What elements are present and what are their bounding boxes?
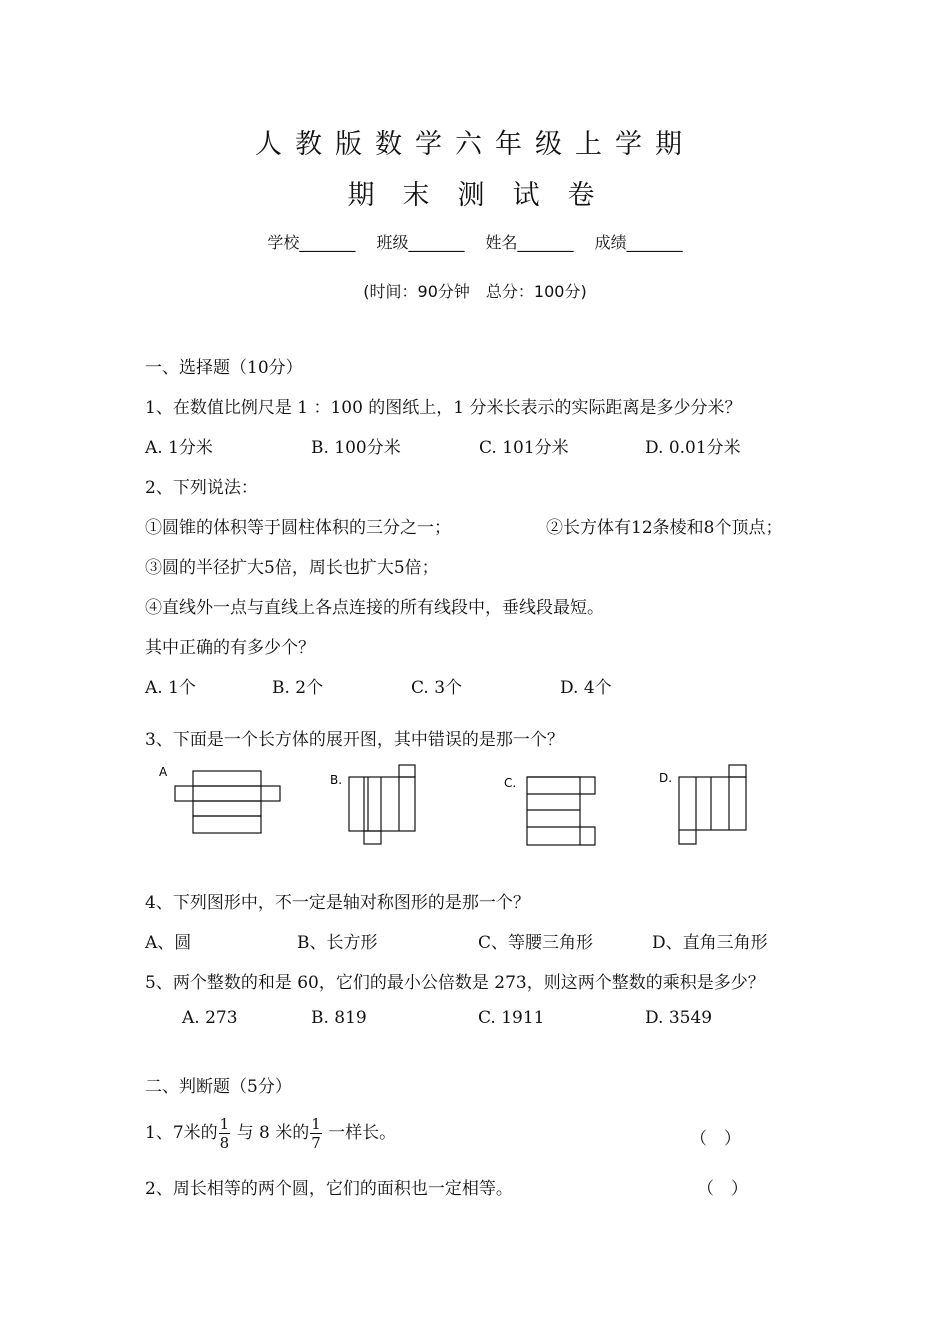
exam-title: 人教版数学六年级上学期 (255, 129, 695, 160)
q2-text: 2、下列说法： (145, 478, 258, 498)
section2-heading: 二、判断题（5分） (145, 1077, 292, 1097)
section1-heading: 一、选择题（10分） (145, 358, 303, 378)
q2-statement-2: ②长方体有12条棱和8个顶点； (546, 518, 783, 538)
class-field: 班级_______ (376, 233, 465, 252)
name-field: 姓名_______ (485, 233, 574, 252)
q4-option-c: C、等腰三角形 (478, 933, 594, 953)
q5-option-c: C. 1911 (478, 1008, 545, 1028)
q5-text: 5、两个整数的和是 60，它们的最小公倍数是 273，则这两个整数的乘积是多少？ (145, 973, 765, 993)
judge-q2: 2、周长相等的两个圆，它们的面积也一定相等。 (145, 1179, 513, 1199)
q2-option-d: D. 4个 (560, 678, 612, 698)
net-c-label: C. (504, 776, 517, 790)
q1-option-b: B. 100分米 (311, 438, 401, 458)
judge-q1 (145, 1115, 396, 1152)
judge-q1-part1: 1、7米的 (145, 1123, 218, 1143)
time-info: (时间：90分钟 总分：100分) (363, 282, 587, 301)
q2-ask: 其中正确的有多少个？ (145, 638, 315, 658)
q4-option-a: A、圆 (145, 933, 192, 953)
q3-text: 3、下面是一个长方体的展开图，其中错误的是那一个？ (145, 730, 564, 750)
judge-q1-part3: 一样长。 (322, 1123, 397, 1143)
q5-option-b: B. 819 (311, 1008, 367, 1028)
net-b-label: B. (330, 773, 343, 787)
net-d-figure (655, 760, 755, 850)
school-field: 学校_______ (267, 233, 356, 252)
judge-q2-answer-bracket[interactable]: （ ） (697, 1179, 748, 1199)
q4-option-d: D、直角三角形 (652, 933, 768, 953)
net-a-figure (155, 762, 290, 837)
q1-option-a: A. 1分米 (145, 438, 213, 458)
net-d-label: D. (659, 771, 673, 785)
q2-option-a: A. 1个 (145, 678, 196, 698)
fraction-one-seventh: $\frac{1}{7}$ (311, 1115, 321, 1152)
net-c-figure (500, 762, 605, 850)
net-a-label: A (159, 765, 168, 779)
q5-option-d: D. 3549 (645, 1008, 713, 1028)
q4-text: 4、下列图形中，不一定是轴对称图形的是那一个？ (145, 893, 530, 913)
q1-option-c: C. 101分米 (479, 438, 569, 458)
q1-text: 1、在数值比例尺是 1 ：100 的图纸上，1 分米长表示的实际距离是多少分米？ (145, 398, 742, 418)
student-info-row (0, 230, 950, 253)
q2-option-c: C. 3个 (411, 678, 463, 698)
q2-option-b: B. 2个 (272, 678, 324, 698)
judge-q1-part2: 与 8 米的 (231, 1123, 310, 1143)
score-field: 成绩_______ (594, 233, 683, 252)
q2-statement-3: ③圆的半径扩大5倍，周长也扩大5倍； (145, 558, 439, 578)
q1-option-d: D. 0.01分米 (645, 438, 741, 458)
q2-statement-4: ④直线外一点与直线上各点连接的所有线段中，垂线段最短。 (145, 598, 604, 618)
exam-subtitle: 期末测试卷 (347, 180, 623, 211)
fraction-one-eighth: $\frac{1}{8}$ (219, 1115, 230, 1152)
net-b-figure (325, 760, 425, 850)
judge-q1-answer-bracket[interactable]: （ ） (690, 1129, 741, 1149)
q2-statement-1: ①圆锥的体积等于圆柱体积的三分之一； (145, 518, 451, 538)
q5-option-a: A. 273 (182, 1008, 238, 1028)
q4-option-b: B、长方形 (297, 933, 378, 953)
